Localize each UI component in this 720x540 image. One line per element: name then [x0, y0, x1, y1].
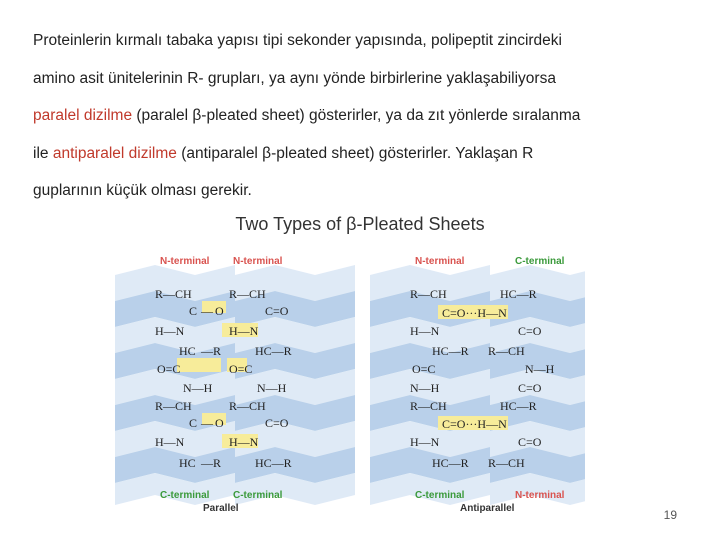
svg-text:—: — [201, 416, 213, 430]
svg-text:H—N: H—N [229, 435, 259, 449]
body-paragraph [33, 22, 687, 210]
parallel-panel [115, 256, 355, 514]
svg-text:HC—R: HC—R [432, 456, 469, 470]
para-line-4-start: ile [33, 144, 53, 162]
parallel-top-right-label: N-terminal [233, 256, 283, 267]
svg-text:N—H: N—H [525, 362, 555, 376]
antiparallel-top-right-label: C-terminal [515, 256, 565, 267]
svg-text:O=C: O=C [229, 362, 253, 376]
svg-text:H—N: H—N [155, 324, 185, 338]
para-line-5: guplarının küçük olması gerekir. [33, 182, 252, 199]
svg-text:R—CH: R—CH [488, 344, 525, 358]
svg-text:HC—R: HC—R [500, 399, 537, 413]
para-highlight-antiparalel: antiparalel dizilme [52, 144, 177, 162]
svg-text:N—H: N—H [257, 381, 287, 395]
page-number: 19 [663, 508, 677, 522]
antiparallel-panel [370, 256, 585, 514]
para-line-1: Proteinlerin kırmalı tabaka yapısı tipi sekonder yapısında, polipeptit zincirdeki [33, 32, 562, 49]
svg-text:H—N: H—N [410, 324, 440, 338]
svg-text:C=O: C=O [518, 435, 542, 449]
svg-text:O: O [215, 416, 224, 430]
svg-text:C=O: C=O [265, 304, 289, 318]
antiparallel-bottom-left-label: C-terminal [415, 490, 465, 501]
svg-text:HC—R: HC—R [500, 287, 537, 301]
antiparallel-top-left-label: N-terminal [415, 256, 465, 267]
antiparallel-caption: Antiparallel [460, 503, 515, 514]
svg-text:—R: —R [201, 456, 222, 470]
svg-text:O: O [215, 304, 224, 318]
svg-text:HC—R: HC—R [432, 344, 469, 358]
para-line-3: (paralel β-pleated sheet) gösterirler, ya da zıt yönlerde sıralanma [132, 107, 581, 124]
svg-text:R—CH: R—CH [229, 399, 266, 413]
figure-title: Two Types of β-Pleated Sheets [235, 214, 485, 234]
parallel-bottom-right-label: C-terminal [233, 490, 283, 501]
beta-sheet-figure [105, 245, 585, 520]
para-line-4: (antiparalel β-pleated sheet) gösterirler. Yaklaşan R [176, 144, 534, 162]
parallel-caption: Parallel [203, 503, 239, 514]
svg-text:C: C [189, 416, 198, 430]
svg-text:C=O: C=O [518, 381, 542, 395]
svg-text:HC—R: HC—R [255, 456, 292, 470]
antiparallel-bottom-right-label: N-terminal [515, 490, 565, 501]
svg-text:C=O: C=O [518, 324, 542, 338]
svg-text:HC: HC [179, 456, 196, 470]
svg-text:HC: HC [179, 344, 196, 358]
parallel-top-left-label: N-terminal [160, 256, 210, 267]
svg-text:N—H: N—H [410, 381, 440, 395]
para-highlight-paralel: paralel dizilme [33, 107, 133, 124]
svg-text:—R: —R [201, 344, 222, 358]
svg-text:—: — [201, 304, 213, 318]
svg-text:R—CH: R—CH [410, 399, 447, 413]
svg-text:C=O···H—N: C=O···H—N [442, 417, 507, 431]
svg-text:R—CH: R—CH [229, 287, 266, 301]
svg-text:O=C: O=C [157, 362, 181, 376]
para-line-2: amino asit ünitelerinin R- grupları, ya aynı yönde birbirlerine yaklaşabiliyorsa [33, 69, 556, 87]
svg-text:R—CH: R—CH [410, 287, 447, 301]
svg-text:R—CH: R—CH [155, 399, 192, 413]
svg-text:C=O: C=O [265, 416, 289, 430]
svg-text:C: C [189, 304, 198, 318]
svg-text:N—H: N—H [183, 381, 213, 395]
svg-text:H—N: H—N [155, 435, 185, 449]
svg-text:HC—R: HC—R [255, 344, 292, 358]
svg-text:R—CH: R—CH [488, 456, 525, 470]
svg-text:R—CH: R—CH [155, 287, 192, 301]
svg-text:O=C: O=C [412, 362, 436, 376]
svg-text:C=O···H—N: C=O···H—N [442, 306, 507, 320]
svg-text:H—N: H—N [410, 435, 440, 449]
svg-text:H—N: H—N [229, 324, 259, 338]
parallel-bottom-left-label: C-terminal [160, 490, 210, 501]
